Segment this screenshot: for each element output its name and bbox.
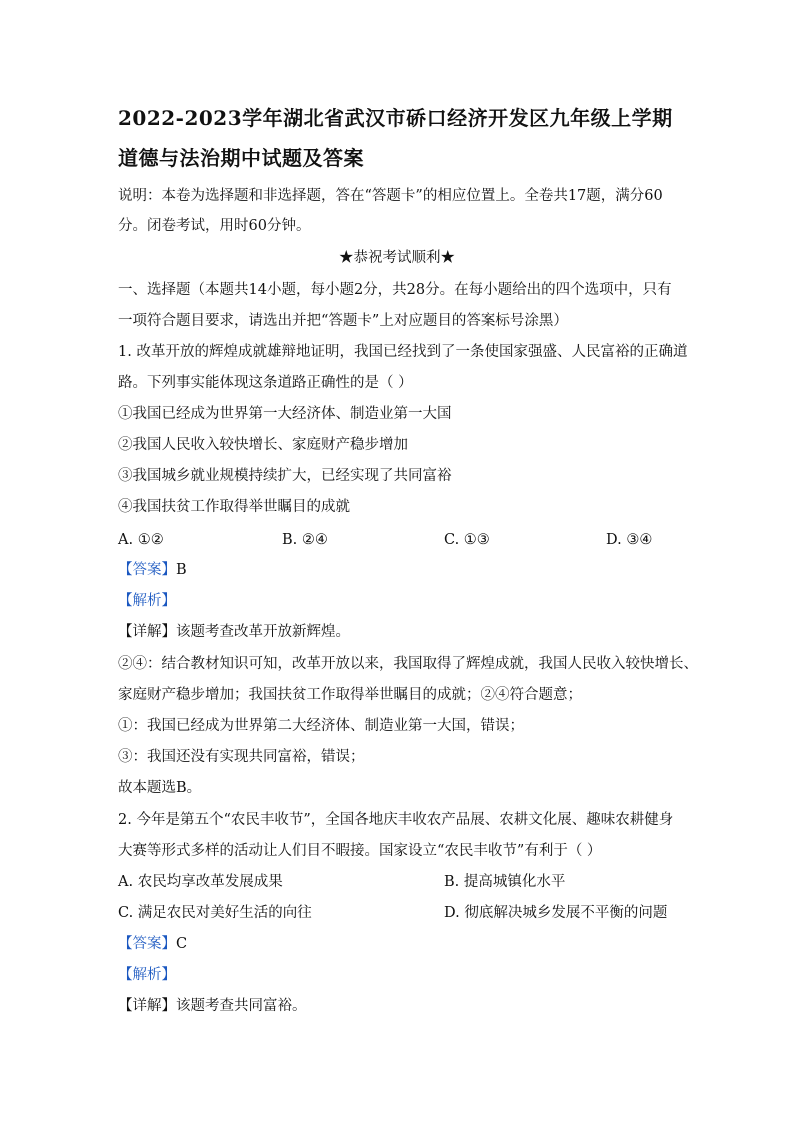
q2-detail-tag: 【详解】	[118, 998, 176, 1014]
q1-analysis-line	[118, 591, 176, 611]
section-1-heading-line-2: 一项符合题目要求，请选出并把“答题卡”上对应题目的答案标号涂黑）	[118, 313, 568, 329]
q1-stem-line-1: 1. 改革开放的辉煌成就雄辩地证明，我国已经找到了一条使国家强盛、人民富裕的正确道	[118, 344, 688, 360]
q1-detail: 该题考查改革开放新辉煌。	[176, 624, 350, 640]
q1-explanation-line-3: ①：我国已经成为世界第二大经济体、制造业第一大国，错误；	[118, 718, 524, 734]
q2-option-a: A. 农民均享改革发展成果	[118, 874, 283, 890]
q2-answer-tag: 【答案】	[118, 936, 176, 952]
q2-answer: C	[176, 936, 188, 952]
q1-stem-line-2: 路。下列事实能体现这条道路正确性的是（ ）	[118, 375, 413, 391]
q2-detail-line	[118, 996, 307, 1016]
q1-option-c: C. ①③	[444, 532, 490, 548]
q2-option-b: B. 提高城镇化水平	[444, 874, 566, 890]
intro-line-2: 分。闭卷考试，用时60分钟。	[118, 218, 311, 234]
q2-answer-line	[118, 934, 187, 954]
q2-option-c: C. 满足农民对美好生活的向往	[118, 905, 312, 921]
q2-stem-line-2: 大赛等形式多样的活动让人们目不暇接。国家设立“农民丰收节”有利于（ ）	[118, 843, 602, 859]
q1-item-2: ②我国人民收入较快增长、家庭财产稳步增加	[118, 437, 408, 453]
q1-option-d: D. ③④	[606, 532, 653, 548]
q1-item-1: ①我国已经成为世界第一大经济体、制造业第一大国	[118, 406, 452, 422]
q1-explanation-line-2: 家庭财产稳步增加；我国扶贫工作取得举世瞩目的成就；②④符合题意；	[118, 687, 582, 703]
q1-conclusion: 故本题选B。	[118, 780, 202, 796]
document-title-line-2: 道德与法治期中试题及答案	[118, 146, 364, 170]
q1-option-b: B. ②④	[282, 532, 328, 548]
q2-detail: 该题考查共同富裕。	[176, 998, 307, 1014]
q1-answer: B	[176, 562, 187, 578]
q1-item-4: ④我国扶贫工作取得举世瞩目的成就	[118, 499, 350, 515]
q1-item-3: ③我国城乡就业规模持续扩大，已经实现了共同富裕	[118, 468, 452, 484]
q1-explanation-line-1: ②④：结合教材知识可知，改革开放以来，我国取得了辉煌成就，我国人民收入较快增长、	[118, 656, 698, 672]
q1-explanation-line-4: ③：我国还没有实现共同富裕，错误；	[118, 749, 365, 765]
q1-detail-line	[118, 622, 350, 642]
document-title-line-1: 2022-2023学年湖北省武汉市硚口经济开发区九年级上学期	[118, 106, 673, 130]
q2-option-d: D. 彻底解决城乡发展不平衡的问题	[444, 905, 668, 921]
q2-analysis-line	[118, 965, 176, 985]
q1-answer-tag: 【答案】	[118, 562, 176, 578]
q1-detail-tag: 【详解】	[118, 624, 176, 640]
q1-option-a: A. ①②	[118, 532, 164, 548]
q1-answer-line	[118, 560, 187, 580]
intro-line-1: 说明：本卷为选择题和非选择题，答在“答题卡”的相应位置上。全卷共17题，满分60	[118, 188, 663, 204]
q2-stem-line-1: 2. 今年是第五个“农民丰收节”，全国各地庆丰收农产品展、农耕文化展、趣味农耕健身	[118, 812, 674, 828]
section-1-heading-line-1: 一、选择题（本题共14小题，每小题2分，共28分。在每小题给出的四个选项中，只有	[118, 282, 672, 298]
q1-analysis-tag: 【解析】	[118, 593, 176, 609]
q2-analysis-tag: 【解析】	[118, 967, 176, 983]
exam-wish: ★恭祝考试顺利★	[339, 250, 455, 266]
